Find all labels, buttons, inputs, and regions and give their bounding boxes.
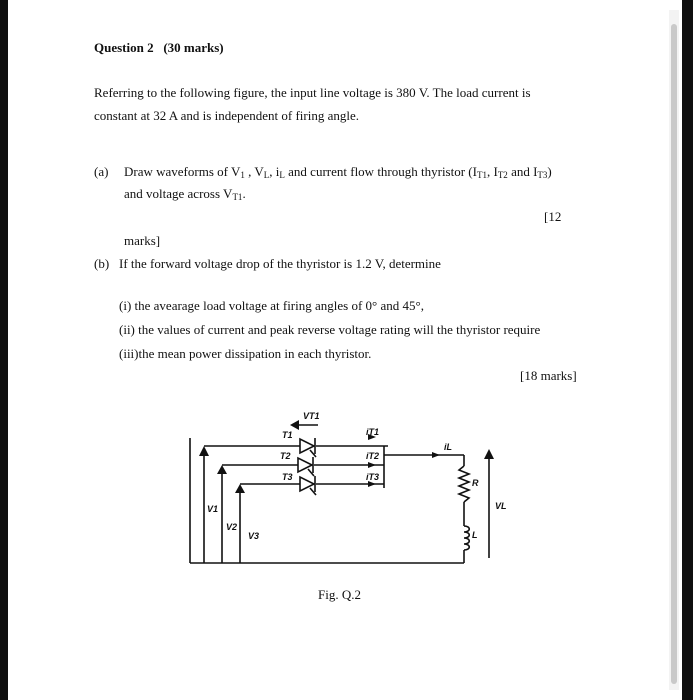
label-vl: VL xyxy=(495,501,507,511)
v3-arrowhead xyxy=(235,484,245,493)
part-b-label: (b) xyxy=(94,256,110,271)
label-l: L xyxy=(472,530,478,540)
label-v1: V1 xyxy=(207,504,219,514)
intro-line-1: Referring to the following figure, the input line voltage is 380 V. The load current is xyxy=(94,85,531,100)
thyristor-t2 xyxy=(298,457,314,476)
label-r: R xyxy=(472,478,479,488)
part-b-item-ii: (ii) the values of current and peak reverse voltage rating will the thyristor require xyxy=(119,322,541,337)
label-vt1: VT1 xyxy=(303,411,320,421)
label-t1: T1 xyxy=(282,430,293,440)
part-a-text: ) xyxy=(547,164,552,179)
resistor-symbol xyxy=(459,466,469,502)
il-arrowhead xyxy=(432,452,440,458)
part-a-marks-open: [12 xyxy=(544,209,562,224)
sub-T3: T3 xyxy=(537,170,548,180)
thyristor-t3 xyxy=(300,476,316,495)
label-it1: iT1 xyxy=(366,427,380,437)
part-a-text: , V xyxy=(244,164,264,179)
sub-T1: T1 xyxy=(476,170,487,180)
part-a-text: and voltage across V xyxy=(124,186,233,201)
part-a-text: and current flow through thyristor (I xyxy=(284,164,477,179)
v1-arrowhead xyxy=(199,446,209,456)
sub-L: L xyxy=(263,170,270,180)
part-b-item-i: (i) the avearage load voltage at firing angles of 0° and 45°, xyxy=(119,298,424,313)
sub-VT1: T1 xyxy=(232,192,243,202)
part-a-text: , i xyxy=(269,164,280,179)
thyristor-t1 xyxy=(300,438,316,457)
part-a-text: , I xyxy=(486,164,498,179)
it2-arrowhead xyxy=(368,462,376,468)
v2-arrowhead xyxy=(217,465,227,474)
part-a-marks-close: marks] xyxy=(124,233,161,248)
label-t2: T2 xyxy=(280,451,291,461)
question-marks: (30 marks) xyxy=(163,40,224,55)
sub-T2: T2 xyxy=(497,170,508,180)
sub-1: 1 xyxy=(240,170,245,180)
label-v2: V2 xyxy=(226,522,238,532)
part-a-text: and I xyxy=(507,164,538,179)
intro-line-2: constant at 32 A and is independent of firing angle. xyxy=(94,108,359,123)
label-il: iL xyxy=(444,442,452,452)
part-b-text: If the forward voltage drop of the thyristor is 1.2 V, determine xyxy=(119,256,441,271)
vl-arrowhead xyxy=(484,449,494,459)
figure-caption: Fig. Q.2 xyxy=(318,587,361,602)
part-a-text: . xyxy=(242,186,246,201)
part-b-item-iii: (iii)the mean power dissipation in each thyristor. xyxy=(119,346,372,361)
sub-iL: L xyxy=(279,170,285,180)
part-a-label: (a) xyxy=(94,164,109,179)
label-it2: iT2 xyxy=(366,451,380,461)
vt1-arrowhead xyxy=(290,420,299,430)
question-number: Question 2 xyxy=(94,40,154,55)
label-v3: V3 xyxy=(248,531,260,541)
part-b-marks: [18 marks] xyxy=(520,368,577,383)
part-a-text: Draw waveforms of V xyxy=(124,164,241,179)
inductor-symbol xyxy=(464,526,469,550)
label-it3: iT3 xyxy=(366,472,380,482)
label-t3: T3 xyxy=(282,472,293,482)
